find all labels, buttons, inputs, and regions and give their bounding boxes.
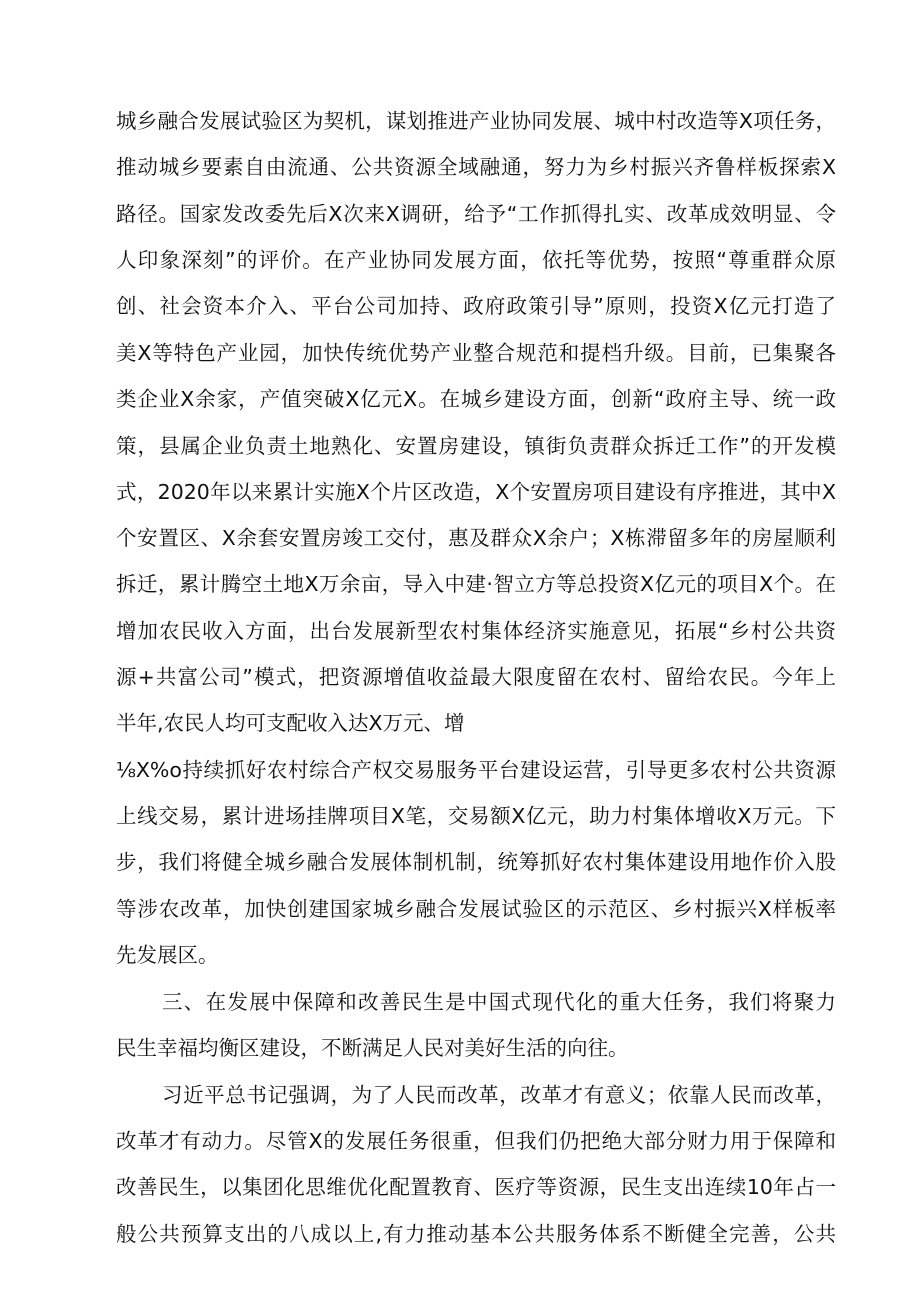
text-line: 类企业X余家，产值突破X亿元X。在城乡建设方面，创新“政府主导、统一政: [116, 387, 836, 411]
text-line: 改善民生，以集团化思维优化配置教育、医疗等资源，民生支出连续10年占一: [116, 1175, 836, 1199]
text-line: 增加农民收入方面，出台发展新型农村集体经济实施意见，拓展“乡村公共资: [116, 619, 836, 643]
text-line: 人印象深刻”的评价。在产业协同发展方面，依托等优势，按照“尊重群众原: [116, 248, 836, 272]
text-line: 个安置区、X余套安置房竣工交付，惠及群众X余户；X栋滞留多年的房屋顺利: [116, 526, 836, 550]
text-line: 习近平总书记强调，为了人民而改革，改革才有意义；依靠人民而改革，: [162, 1083, 836, 1107]
text-line: 改革才有动力。尽管X的发展任务很重，但我们仍把绝大部分财力用于保障和: [116, 1129, 836, 1153]
section-heading-line: 民生幸福均衡区建设，不断满足人民对美好生活的向往。: [116, 1036, 629, 1060]
text-line: 源+共富公司”模式，把资源增值收益最大限度留在农村、留给农民。今年上: [116, 665, 836, 689]
text-line: 步，我们将健全城乡融合发展体制机制，统筹抓好农村集体建设用地作价入股: [116, 850, 836, 874]
text-line: 路径。国家发改委先后X次来X调研，给予“工作抓得扎实、改革成效明显、令: [116, 202, 836, 226]
text-line: 城乡融合发展试验区为契机，谋划推进产业协同发展、城中村改造等X项任务，: [116, 109, 836, 133]
text-line: 策，县属企业负责土地熟化、安置房建设，镇街负责群众拆迁工作”的开发模: [116, 434, 836, 458]
text-line: 美X等特色产业园，加快传统优势产业整合规范和提档升级。目前，已集聚各: [116, 341, 836, 365]
text-line: 半年,农民人均可支配收入达X万元、增: [116, 711, 465, 735]
text-line: 拆迁，累计腾空土地X万余亩，导入中建·智立方等总投资X亿元的项目X个。在: [116, 572, 836, 596]
text-line: 先发展区。: [116, 943, 219, 967]
text-line: 创、社会资本介入、平台公司加持、政府政策引导”原则，投资X亿元打造了: [116, 294, 836, 318]
text-line: 等涉农改革，加快创建国家城乡融合发展试验区的示范区、乡村振兴X样板率: [116, 897, 836, 921]
text-line: 般公共预算支出的八成以上,有力推动基本公共服务体系不断健全完善，公共: [116, 1222, 836, 1246]
text-line: 式，2020年以来累计实施X个片区改造，X个安置房项目建设有序推进，其中X: [116, 480, 836, 504]
section-heading-line: 三、在发展中保障和改善民生是中国式现代化的重大任务，我们将聚力: [162, 990, 836, 1014]
text-line: ⅛X%o持续抓好农村综合产权交易服务平台建设运营，引导更多农村公共资源: [116, 758, 836, 782]
text-line: 上线交易，累计进场挂牌项目X笔，交易额X亿元，助力村集体增收X万元。下: [116, 804, 836, 828]
text-line: 推动城乡要素自由流通、公共资源全域融通，努力为乡村振兴齐鲁样板探索X: [116, 155, 836, 179]
